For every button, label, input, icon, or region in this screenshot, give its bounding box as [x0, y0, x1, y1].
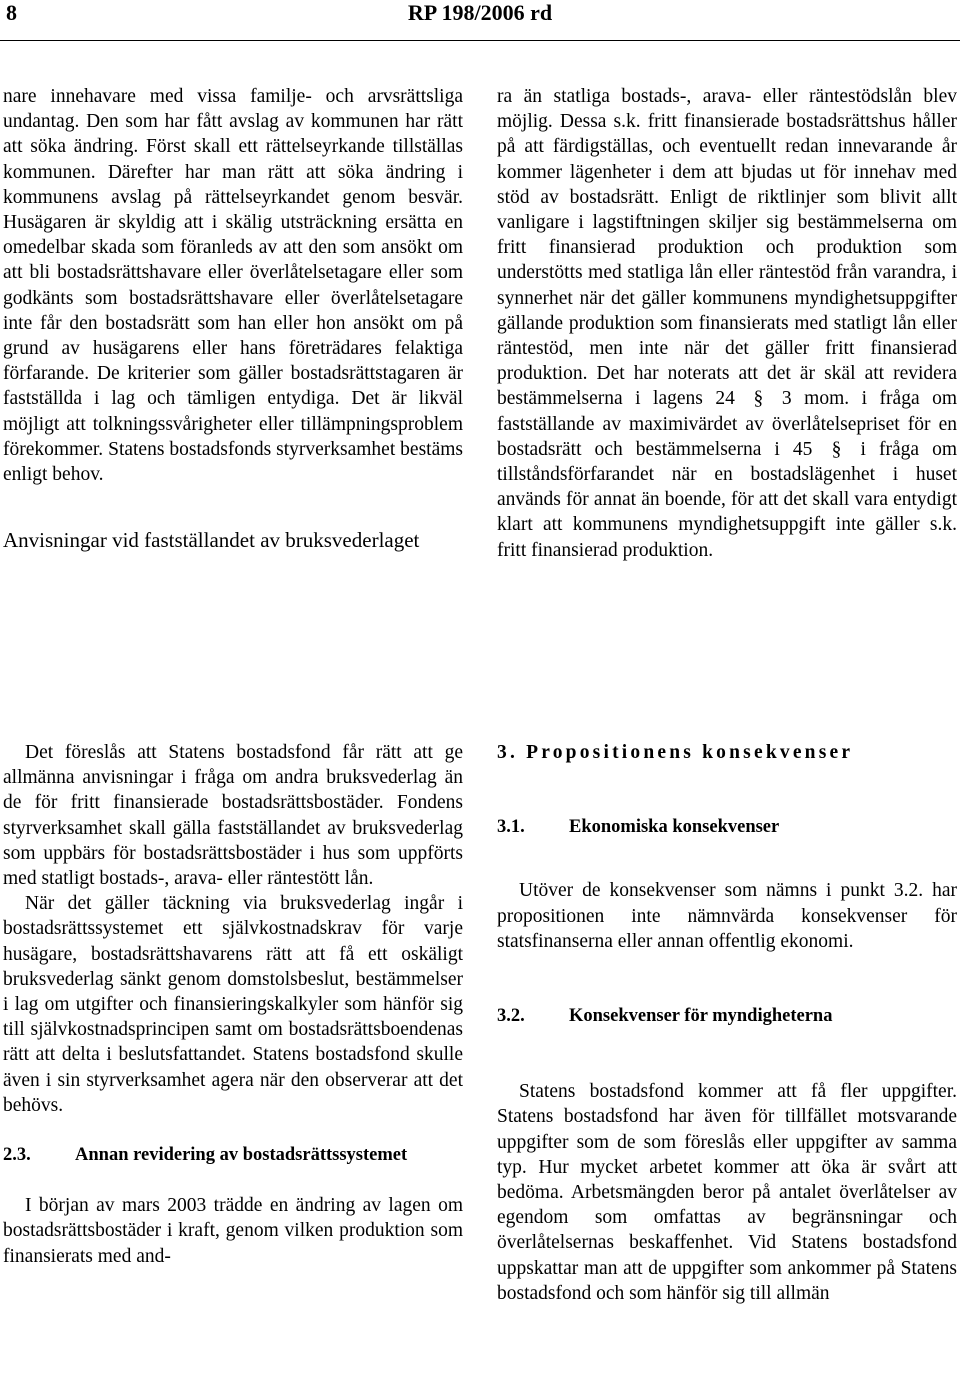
spacer [497, 1029, 957, 1079]
heading-3-2 [497, 1004, 957, 1029]
upper-left-column [3, 84, 463, 553]
text-segment-3: i fråga om tillståndsförfarandet när en bostadslägenhet i huset används för annat än boende, för att det skall vara entydigt klart att kommunens myndighetsuppgift inte gäller s.k. fritt finansierad produktion. [497, 438, 958, 561]
text-segment-1: ra än statliga bostads-, arava- eller räntestödslån blev möjlig. Dessa s.k. fritt finansierade bostadsrättshus håller på att färdigställas, och eventuellt redan innevarande år kommer lägenheter i dem att bjudas ut för innehav med stöd av bostadsrätt. Enligt de riktlinjer som blivit allt vanligare i lagstiftningen skiljer sig bestämmelserna om fritt finansierad produktion och produktion som understötts med statliga lån eller räntestöd från varandra, i synnerhet när det gäller kommunens myndighetsuppgifter gällande produktion som finansierats med statligt lån eller räntestöd, men inte när det gäller fritt finansierad produktion. Det har noterats att det är skäl att revidera bestämmelserna i lagens 24 [497, 86, 957, 410]
paragraph-anvisningar: Det föreslås att Statens bostadsfond får rätt att ge allmänna anvisningar i fråga om andra bruksvederlag än de för fritt finansierade bostadsrättsbostäder. Fondens styrverksamhet skall gälla fastställandet av bruksvederlag som uppbärs för bostadsrättsbostäder i hus som uppförts med statligt bostads-, arava- eller räntestött lån. [3, 742, 463, 890]
paragraph-tackning: När det gäller täckning via bruksvederlag ingår i bostadsrättssystemet ett självkostnadskrav för varje husägare, bostadsrättshavarens rätt att få ett oskäligt bruksvederlag sänkt genom domstolsbeslut, bestämmelser i lag om utgifter och finansieringskalkyler som hänför sig till självkostnadsprincipen samt om bostadsrättsboendenas rätt att delta i beslutsfattandet. Statens bostadsfond skulle även i sin styrverksamhet agera när den observerar att det behövs. [3, 893, 463, 1116]
lower-left-column [3, 740, 463, 1269]
section-heading-3: 3. Propositionens konsekvenser [497, 742, 854, 763]
paragraph-fritt-finansierad [497, 84, 957, 563]
heading-3-2-text: Konsekvenser för myndigheterna [569, 1006, 833, 1027]
spacer [497, 840, 957, 878]
heading-3-1-text: Ekonomiska konsekvenser [569, 817, 780, 838]
heading-2-3 [3, 1143, 463, 1168]
document-reference: RP 198/2006 rd [407, 0, 553, 25]
heading-2-3-number: 2.3. [3, 1145, 31, 1166]
page-number: 8 [6, 0, 17, 25]
heading-3-1 [497, 815, 957, 840]
heading-3-1-number: 3.1. [497, 817, 525, 838]
lower-right-column [497, 740, 957, 1306]
spacer [497, 765, 957, 815]
paragraph-myndigheterna: Statens bostadsfond kommer att få fler uppgifter. Statens bostadsfond har även för tillfället motsvarande uppgifter som de som föreslås eller uppgifter av samma typ. Hur mycket arbetet kommer att öka är svårt att bedöma. Arbetsmängden beror på antalet överlåtelser av egendom som omfattas av begränsningar och överlåtelsernas beskaffenhet. Vid Statens bostadsfond uppskattar man att de uppgifter som ankommer på Statens bostadsfond och som hänför sig till allmän [497, 1081, 957, 1304]
section-sign-45: § [831, 438, 842, 460]
spacer [497, 954, 957, 1004]
header-rule [0, 40, 960, 41]
paragraph-ekonomiska: Utöver de konsekvenser som nämns i punkt 3.2. har propositionen inte nämnvärda konsekvenser för statsfinanserna eller annan offentlig ekonomi. [497, 880, 957, 952]
section-sign-24: § [753, 388, 764, 410]
upper-right-column [497, 84, 957, 563]
text-segment-2: 3 mom. i fråga om fastställande av maximivärdet av överlåtelsepriset för en bostadsrätt och bestämmelserna i 45 [497, 388, 958, 460]
heading-2-3-text: Annan revidering av bostadsrättssystemet [75, 1145, 408, 1166]
subheading-bruksvederlag: Anvisningar vid fastställandet av bruksvederlaget [3, 528, 420, 553]
spacer [3, 1168, 463, 1193]
paragraph-dispute-procedure: nare innehavare med vissa familje- och arvsrättsliga undantag. Den som har fått avslag av kommunen har rätt att söka ändring. Först skall ett rättelseyrkande tillställas kommunen. Därefter har man rätt att söka ändring i kommunens avslag på rättelseyrkandet genom besvär. Husägaren är skyldig att i skälig utsträckning ersätta en omedelbar skada som föranleds av att den som ansökt om att bli bostadsrättshavare eller överlåtelsetagare eller som godkänts som bostadsrättshavare eller överlåtelsetagare inte får den bostadsrätt som han eller hon ansökt om på grund av husägarens eller hans företrädares felaktiga förfarande. De kriterier som gäller bostadsrättstagaren är fastställda i lag och tämligen entydiga. Det är likväl möjligt att tolkningssvårigheter eller tillämpningsproblem förekommer. Statens bostadsfonds styrverksamhet bestäms enligt behov. [3, 86, 463, 486]
spacer [3, 1118, 463, 1143]
heading-3-2-number: 3.2. [497, 1006, 525, 1027]
paragraph-mars-2003: I början av mars 2003 trädde en ändring av lagen om bostadsrättsbostäder i kraft, genom vilken produktion som finansierats med and- [3, 1195, 463, 1267]
